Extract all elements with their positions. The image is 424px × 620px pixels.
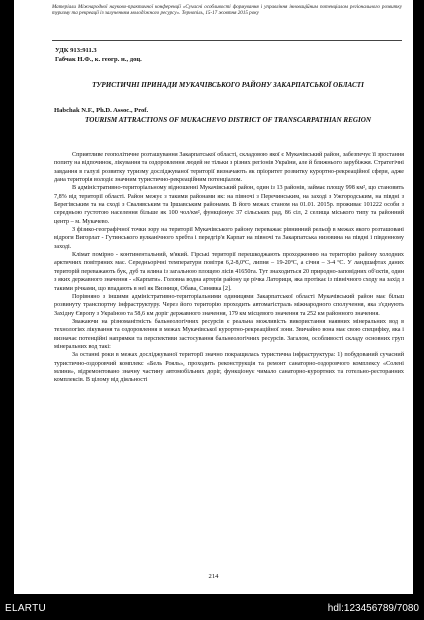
handle-label: hdl:123456789/7080 (327, 603, 419, 614)
author-english: Habchak N.F., Ph.D. Assoc., Prof. (54, 107, 149, 114)
paragraph: За останні роки в межах досліджуваної території значно покращилась туристична інфраструктура: 1) побудований сучасний туристично-оздоровчий комплекс «Бель Рояль», проходить реконструкція та ремонт санаторно-оздоровчого комплексу «Солені млини», відремонтовано значну частину автомобільних доріг, функціонує чимало санаторно-курортних та готельно-ресторанних комплексів. В цілому від діяльності (54, 352, 404, 384)
paragraph: Клімат помірно - континентальний, м'який. Гірські території перешкоджають проходженню на територію району холодних арктичних повітряних мас. Середньорічні температури повітря 6,2-8,0ºС, липня – 19-20ºС, а січня – 3-4 ºС. У ландшафтах даних територій переважають бук, дуб та ялина із загальною площею лісів 41650га. Тут знаходиться 20 природно-заповідних об'єктів, один з яких державного значення - «Карпати». Головна водна артерія району це річка Латориця, яка протікає із північного сходу на захід з такими річками, що впадають в неї як Визниця, Обава, Синявка [2]. (54, 252, 404, 292)
paragraph: Порівняно з іншими адміністративно-територіальними одиницями Закарпатської області Мукачівський район має більш розвинуту транспортну інфраструктуру. Через його територію проходить автомагістраль міжнародного сполучення, яка з'єднують Західну Європу з Україною та 58,6 км доріг державного значення, 179 км місцевого значення та 252 км районного значення. (54, 293, 404, 317)
paragraph: Зважаючи на різноманітність бальнеологічних ресурсів є реальна можливість використання наявних мінеральних вод в технологіях лікування та оздоровлення в межах Мукачівської курортно-рекреаційної зони. Звичайно вона має свою специфіку, яка і визначає потенційні напрямки та перспективи застосування бальнеологічних ресурсів. Загалом, особливості складу основних груп мінеральних вод такі: (54, 318, 404, 350)
header-divider (52, 40, 402, 41)
paragraph: З фізико-географічної точки зору на території Мукачівського району переважає рівнинний рельєф в межах якого розташовані відроги Вигорлат - Гутинського вулканічного хребта і передгір'я Карпат на півночі та Закарпатська низовина на півдні і південному заході. (54, 227, 404, 250)
page-number: 214 (208, 573, 219, 580)
article-body (54, 151, 404, 385)
paragraph: Сприятливе геополітичне розташування Закарпатської області, складовою якої є Мукачівський район, забезпечує її зростання попиту на відпочинок, лікування та оздоровлення людей не тільки з різних регіонів України, але й ближнього зарубіжжя. Стратегічні завдання в галузі розвитку туризму досліджуваної території визначають як пріоритет розвитку курортно-рекреаційної сфери, адже дана територія володіє значним туристично-рекреаційним потенціалом. (54, 152, 404, 184)
udk-code: УДК 913:911.3 (55, 47, 97, 54)
title-english: TOURISM ATTRACTIONS OF MUKACHEVO DISTRICT OF TRANSCARPATHIAN REGION (85, 116, 371, 124)
document-page (14, 0, 413, 594)
title-ukrainian: ТУРИСТИЧНІ ПРИНАДИ МУКАЧІВСЬКОГО РАЙОНУ ЗАКАРПАТСЬКОЇ ОБЛАСТІ (92, 81, 364, 89)
conference-header: Матеріали Міжнародної науково-практичної конференції «Сучасні особливості формування і управління інноваційним потенціалом регіонального розвитку туризму та рекреації із залученням молодіжного ресурсу». Тернопіль, 15-17 жовтня 2015 року (52, 4, 402, 17)
paragraph: В адміністративно-територіальному відношенні Мукачівський район, один із 13 районів, займає площу 998 км², що становить 7,8% від території області. Район межує з такими районами як: на півночі з Перечинським, на заході з Ужгородським, на півдні з Берегівським та на сході з Свалявським та Іршавським районами. В його межах станом на 01.01. 2015р. проживає 101222 особи з середньою густотою населення більше як 100 чол/км², функціонує 37 сільських рад, 86 сіл, 2 селища міського типу та районний центр – м. Мукачево. (54, 185, 404, 225)
repository-label: ELARTU (5, 603, 47, 614)
author-ukrainian: Габчак Н.Ф., к. геогр. н., доц. (55, 56, 142, 63)
